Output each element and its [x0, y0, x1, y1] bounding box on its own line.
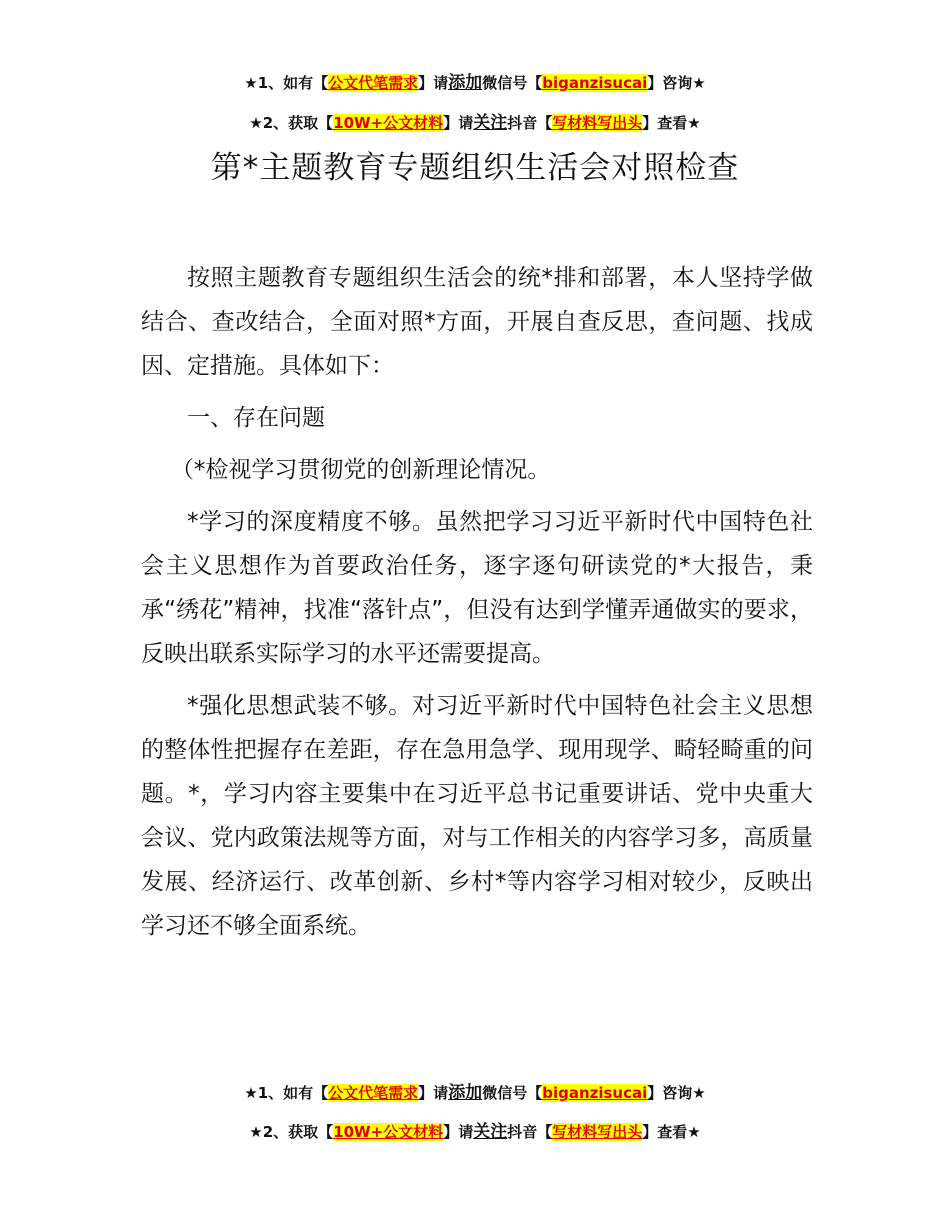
footer-promo-line-2: ★2、获取【10W+公文材料】请关注抖音【写材料写出头】查看★ — [249, 1122, 701, 1142]
highlight-service: 公文代笔需求 — [328, 74, 419, 92]
header-promo-line-2: ★2、获取【10W+公文材料】请关注抖音【写材料写出头】查看★ — [249, 113, 701, 133]
subsection-heading: （*检视学习贯彻党的创新理论情况。 — [170, 457, 551, 483]
section-heading: 一、存在问题 — [187, 405, 325, 431]
highlight-wechat-id: biganzisucai — [542, 74, 648, 92]
highlight-materials: 10W+公文材料 — [333, 114, 444, 132]
body-paragraph: *学习的深度精度不够。虽然把学习习近平新时代中国特色社会主义思想作为首要政治任务，逐字逐句研读党的*大报告，秉承“绣花”精神，找准“落针点”，但没有达到学懂弄通做实的要求，反映出联系实际学习的水平还需要提高。 — [141, 509, 813, 667]
highlight-douyin: 写材料写出头 — [552, 1123, 643, 1141]
highlight-wechat-id: biganzisucai — [542, 1084, 648, 1102]
footer-promo-line-1: ★1、如有【公文代笔需求】请添加微信号【biganzisucai】咨询★ — [244, 1083, 706, 1103]
highlight-service: 公文代笔需求 — [328, 1084, 419, 1102]
document-body — [141, 256, 813, 948]
intro-paragraph: 按照主题教育专题组织生活会的统*排和部署，本人坚持学做结合、查改结合，全面对照*方面，开展自查反思，查问题、找成因、定措施。具体如下： — [141, 265, 813, 379]
body-paragraph: *强化思想武装不够。对习近平新时代中国特色社会主义思想的整体性把握存在差距，存在急用急学、现用现学、畸轻畸重的问题。*，学习内容主要集中在习近平总书记重要讲话、党中央重大会议、党内政策法规等方面，对与工作相关的内容学习多，高质量发展、经济运行、改革创新、乡村*等内容学习相对较少，反映出学习还不够全面系统。 — [141, 693, 813, 939]
document-title: 第*主题教育专题组织生活会对照检查 — [210, 150, 740, 186]
highlight-douyin: 写材料写出头 — [552, 114, 643, 132]
highlight-materials: 10W+公文材料 — [333, 1123, 444, 1141]
header-promo-line-1: ★1、如有【公文代笔需求】请添加微信号【biganzisucai】咨询★ — [244, 73, 706, 93]
